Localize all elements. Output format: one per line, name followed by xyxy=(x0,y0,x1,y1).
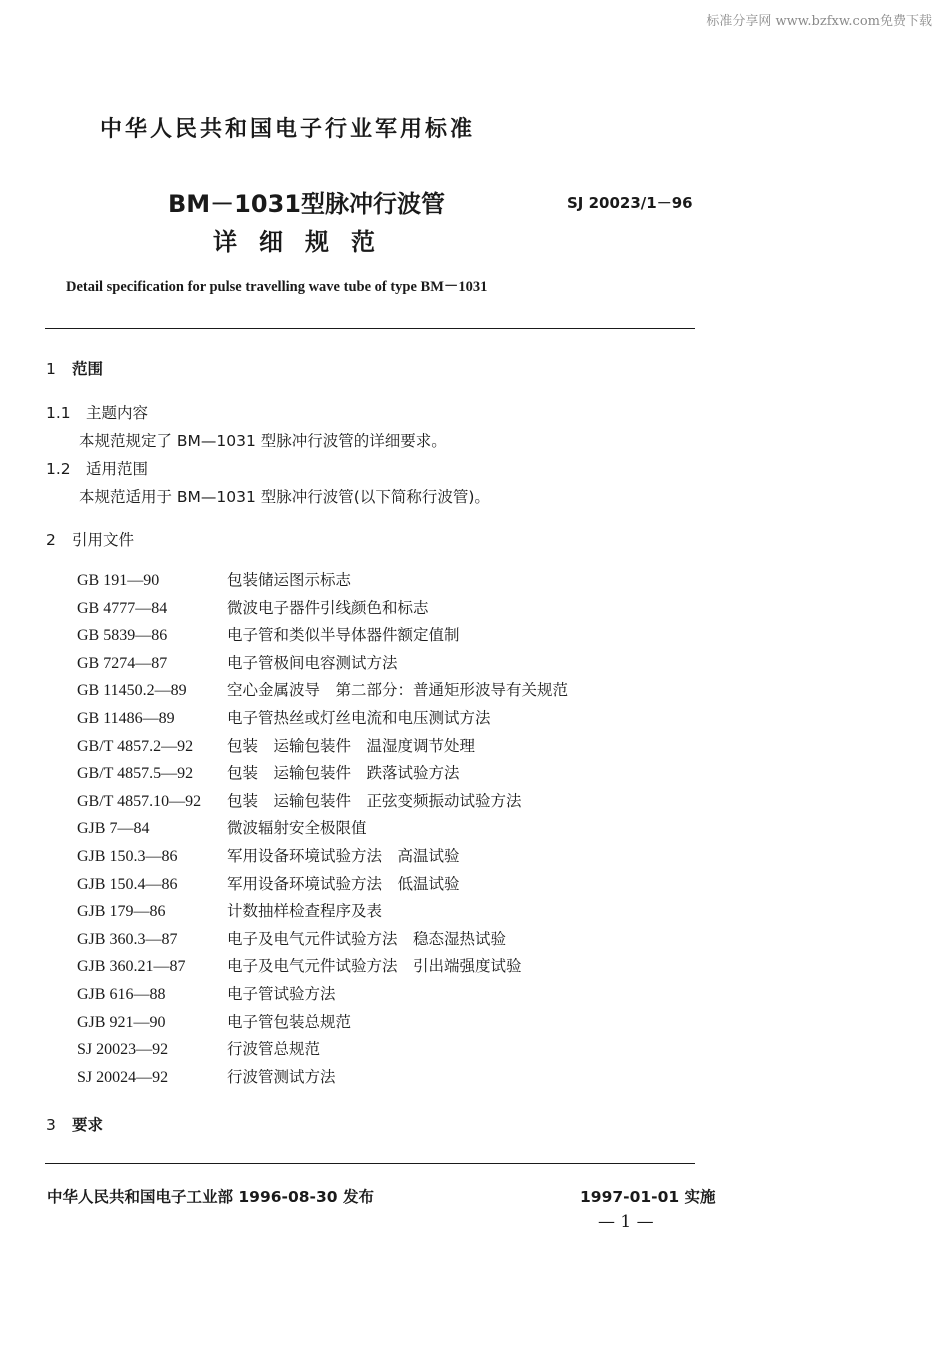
section-number: 3 xyxy=(46,1116,56,1134)
subsection-title: 主题内容 xyxy=(86,404,149,422)
section-1-1-text: 本规范规定了 BM—1031 型脉冲行波管的详细要求。 xyxy=(79,432,447,450)
reference-code: GJB 360.21—87 xyxy=(77,958,186,976)
reference-title: 电子管和类似半导体器件额定值制 xyxy=(227,626,460,645)
reference-title: 电子管极间电容测试方法 xyxy=(227,653,398,672)
reference-item xyxy=(77,984,568,1012)
reference-item xyxy=(77,763,568,791)
reference-code: GJB 7—84 xyxy=(77,820,150,838)
header-divider xyxy=(45,328,695,329)
reference-code: GJB 921—90 xyxy=(77,1013,166,1031)
watermark-text: 标准分享网 www.bzfxw.com免费下载 xyxy=(706,14,932,29)
subsection-title: 适用范围 xyxy=(86,460,149,478)
reference-code: SJ 20024—92 xyxy=(77,1068,169,1086)
reference-list xyxy=(77,570,568,1094)
subsection-number: 1.1 xyxy=(46,404,71,422)
reference-item xyxy=(77,736,568,764)
reference-item xyxy=(77,1039,568,1067)
standard-number: SJ 20023/1－96 xyxy=(567,194,693,212)
reference-item xyxy=(77,929,568,957)
reference-title: 包装 运输包装件 正弦变频振动试验方法 xyxy=(227,791,522,810)
reference-code: GB 11486—89 xyxy=(77,709,175,727)
reference-title: 包装 运输包装件 跌落试验方法 xyxy=(227,764,460,783)
reference-item xyxy=(77,598,568,626)
footer-divider xyxy=(45,1163,695,1164)
reference-code: GB 7274—87 xyxy=(77,654,168,672)
section-2-heading xyxy=(46,528,134,550)
document-title: BM－1031型脉冲行波管 xyxy=(168,190,445,218)
reference-title: 行波管总规范 xyxy=(227,1040,321,1059)
reference-title: 空心金属波导 第二部分：普通矩形波导有关规范 xyxy=(227,681,569,700)
reference-code: GB 4777—84 xyxy=(77,599,168,617)
reference-title: 行波管测试方法 xyxy=(227,1067,336,1086)
reference-item xyxy=(77,791,568,819)
reference-item xyxy=(77,680,568,708)
reference-item xyxy=(77,708,568,736)
effective-date: 1997-01-01 实施 xyxy=(580,1188,716,1206)
reference-item xyxy=(77,625,568,653)
section-title: 要求 xyxy=(72,1116,104,1134)
section-title: 引用文件 xyxy=(72,531,135,549)
reference-title: 电子及电气元件试验方法 稳态湿热试验 xyxy=(227,929,507,948)
english-title: Detail specification for pulse travelling wave tube of type BM－1031 xyxy=(66,279,488,295)
reference-item xyxy=(77,818,568,846)
reference-title: 军用设备环境试验方法 高温试验 xyxy=(227,846,460,865)
reference-title: 电子管包装总规范 xyxy=(227,1012,352,1031)
reference-code: GJB 360.3—87 xyxy=(77,930,178,948)
reference-item xyxy=(77,1067,568,1095)
reference-code: GJB 179—86 xyxy=(77,903,166,921)
section-title: 范围 xyxy=(72,360,104,378)
reference-title: 电子及电气元件试验方法 引出端强度试验 xyxy=(227,957,522,976)
section-1-2-heading xyxy=(46,457,148,479)
section-number: 1 xyxy=(46,360,56,378)
reference-title: 包装 运输包装件 温湿度调节处理 xyxy=(227,736,476,755)
org-title: 中华人民共和国电子行业军用标准 xyxy=(100,117,476,142)
section-1-1-heading xyxy=(46,401,148,423)
reference-code: GB/T 4857.2—92 xyxy=(77,737,194,755)
reference-item xyxy=(77,570,568,598)
reference-item xyxy=(77,653,568,681)
reference-item xyxy=(77,874,568,902)
reference-code: SJ 20023—92 xyxy=(77,1041,169,1059)
reference-title: 计数抽样检查程序及表 xyxy=(227,902,383,921)
reference-code: GB 11450.2—89 xyxy=(77,682,187,700)
section-1-2-text: 本规范适用于 BM—1031 型脉冲行波管(以下简称行波管)。 xyxy=(79,488,490,506)
reference-code: GB 5839—86 xyxy=(77,627,168,645)
section-number: 2 xyxy=(46,531,56,549)
reference-code: GB/T 4857.5—92 xyxy=(77,765,194,783)
reference-item xyxy=(77,1012,568,1040)
section-1-heading xyxy=(46,357,103,379)
reference-title: 微波辐射安全极限值 xyxy=(227,819,367,838)
reference-item xyxy=(77,846,568,874)
document-subtitle: 详细规范 xyxy=(213,228,397,256)
reference-title: 电子管试验方法 xyxy=(227,984,336,1003)
reference-code: GJB 150.3—86 xyxy=(77,847,178,865)
reference-item xyxy=(77,901,568,929)
issue-statement: 中华人民共和国电子工业部 1996-08-30 发布 xyxy=(47,1188,374,1206)
reference-code: GB/T 4857.10—92 xyxy=(77,792,202,810)
reference-code: GJB 616—88 xyxy=(77,985,166,1003)
reference-item xyxy=(77,956,568,984)
reference-title: 军用设备环境试验方法 低温试验 xyxy=(227,874,460,893)
reference-title: 电子管热丝或灯丝电流和电压测试方法 xyxy=(227,708,491,727)
section-3-heading xyxy=(46,1113,103,1135)
reference-title: 包装储运图示标志 xyxy=(227,571,352,589)
reference-title: 微波电子器件引线颜色和标志 xyxy=(227,598,429,617)
reference-code: GB 191—90 xyxy=(77,572,160,589)
reference-code: GJB 150.4—86 xyxy=(77,875,178,893)
page-number: — 1 — xyxy=(598,1212,654,1232)
subsection-number: 1.2 xyxy=(46,460,71,478)
